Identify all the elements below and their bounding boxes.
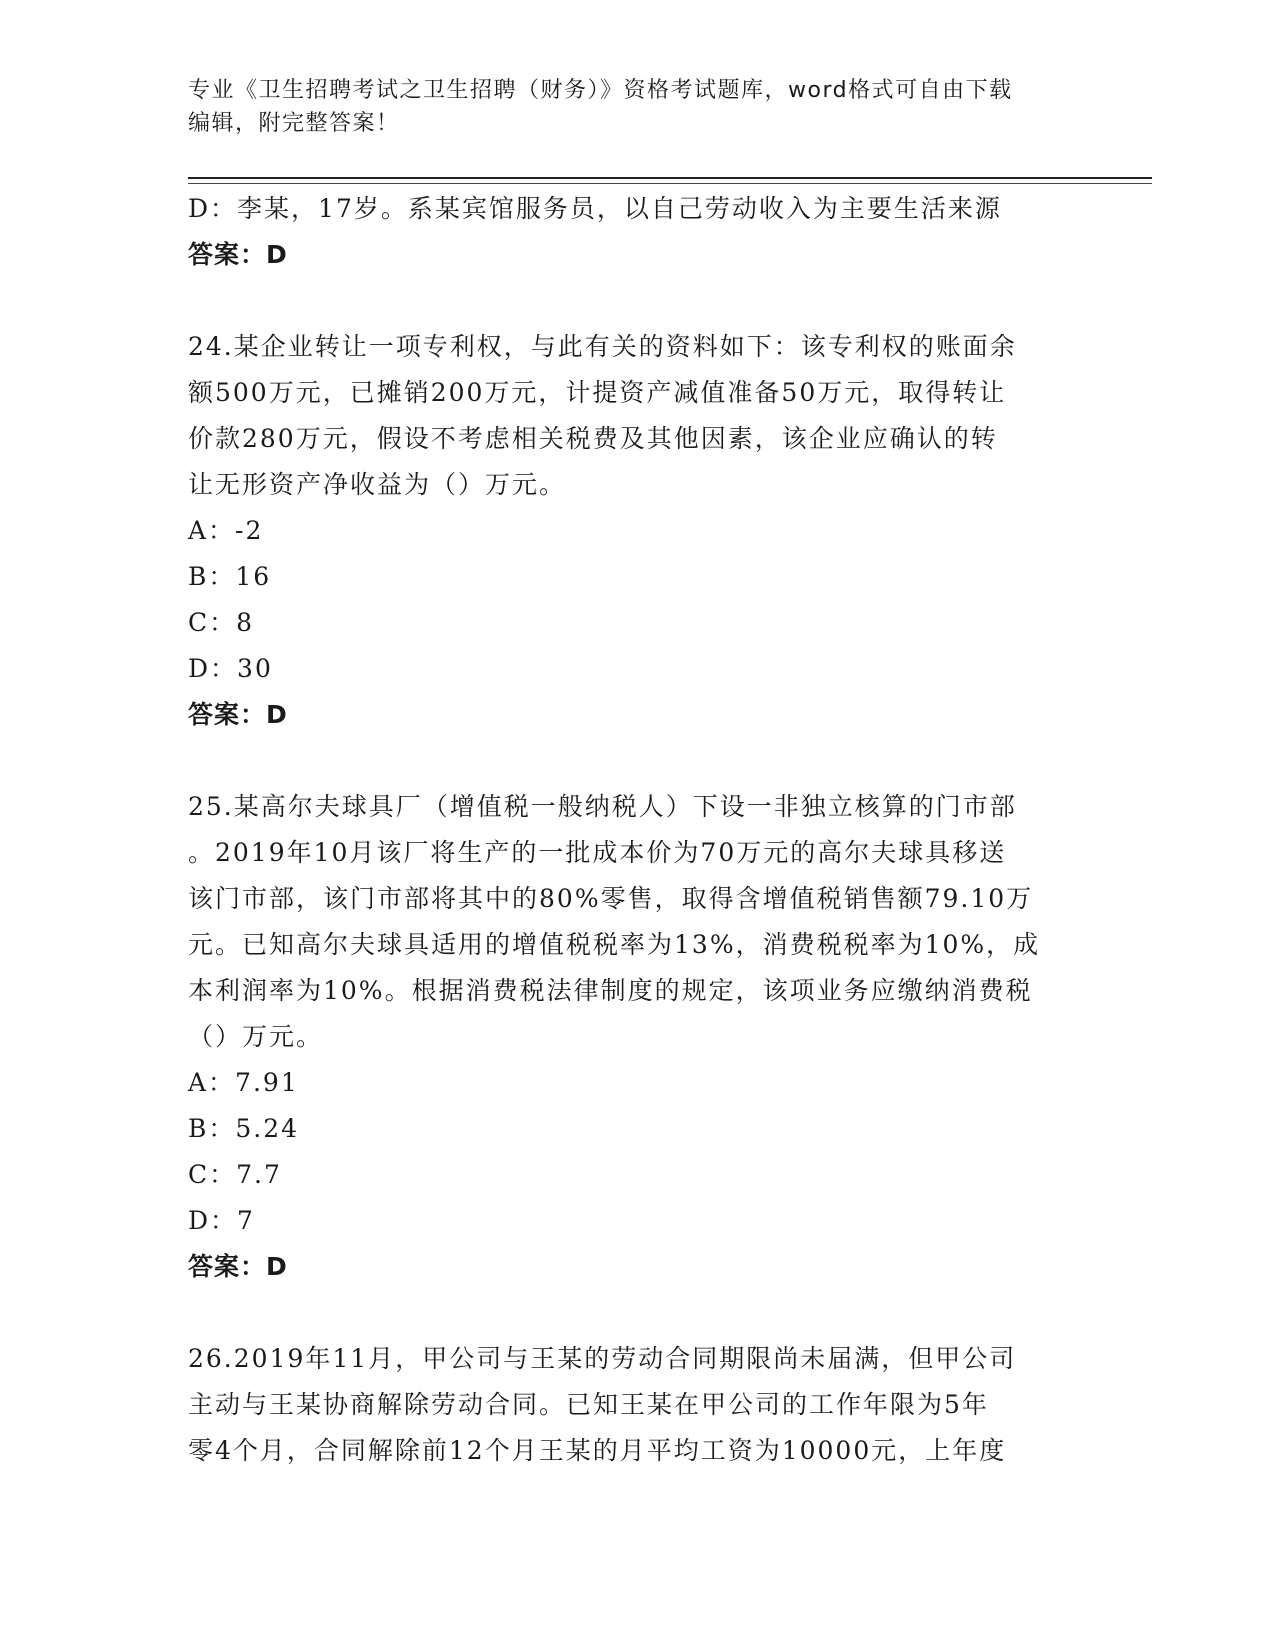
option-d: D：李某，17岁。系某宾馆服务员，以自己劳动收入为主要生活来源: [188, 194, 1002, 223]
option-a: A：-2: [188, 516, 264, 545]
header-line-2: 编辑，附完整答案！: [188, 111, 400, 136]
spacer: [188, 278, 1088, 324]
page-header: [188, 74, 1088, 140]
question-26: [188, 1336, 1088, 1474]
question-text-line: 主动与王某协商解除劳动合同。已知王某在甲公司的工作年限为5年: [188, 1390, 989, 1419]
question-text-line: 该门市部，该门市部将其中的80%零售，取得含增值税销售额79.10万: [188, 884, 1034, 913]
option-d: D：30: [188, 654, 273, 683]
answer-line: 答案：D: [188, 240, 288, 269]
question-prev: [188, 186, 1088, 278]
question-text-line: 24.某企业转让一项专利权，与此有关的资料如下：该专利权的账面余: [188, 332, 1017, 361]
option-d: D：7: [188, 1206, 255, 1235]
answer-line: 答案：D: [188, 700, 288, 729]
question-text-line: 本利润率为10%。根据消费税法律制度的规定，该项业务应缴纳消费税: [188, 976, 1033, 1005]
option-b: B：5.24: [188, 1114, 300, 1143]
header-divider-thick: [188, 177, 1152, 179]
question-24: [188, 324, 1088, 738]
option-c: C：8: [188, 608, 255, 637]
question-text-line: 元。已知高尔夫球具适用的增值税税率为13%，消费税税率为10%，成: [188, 930, 1041, 959]
header-line-1: 专业《卫生招聘考试之卫生招聘（财务）》资格考试题库，word格式可自由下载: [188, 78, 1013, 103]
question-text-line: 25.某高尔夫球具厂（增值税一般纳税人）下设一非独立核算的门市部: [188, 792, 1017, 821]
question-text-line: 让无形资产净收益为（）万元。: [188, 470, 567, 499]
document-body: [188, 186, 1088, 1474]
question-text-line: 26.2019年11月，甲公司与王某的劳动合同期限尚未届满，但甲公司: [188, 1344, 1017, 1373]
header-divider-thin: [188, 183, 1152, 184]
spacer: [188, 738, 1088, 784]
option-c: C：7.7: [188, 1160, 282, 1189]
question-text-line: 零4个月，合同解除前12个月王某的月平均工资为10000元，上年度: [188, 1436, 1007, 1465]
option-b: B：16: [188, 562, 272, 591]
question-text-line: 。2019年10月该厂将生产的一批成本价为70万元的高尔夫球具移送: [188, 838, 1007, 867]
option-a: A：7.91: [188, 1068, 299, 1097]
question-text-line: 价款280万元，假设不考虑相关税费及其他因素，该企业应确认的转: [188, 424, 998, 453]
question-25: [188, 784, 1088, 1290]
answer-line: 答案：D: [188, 1252, 288, 1281]
spacer: [188, 1290, 1088, 1336]
question-text-line: （）万元。: [188, 1022, 324, 1051]
question-text-line: 额500万元，已摊销200万元，计提资产减值准备50万元，取得转让: [188, 378, 1007, 407]
